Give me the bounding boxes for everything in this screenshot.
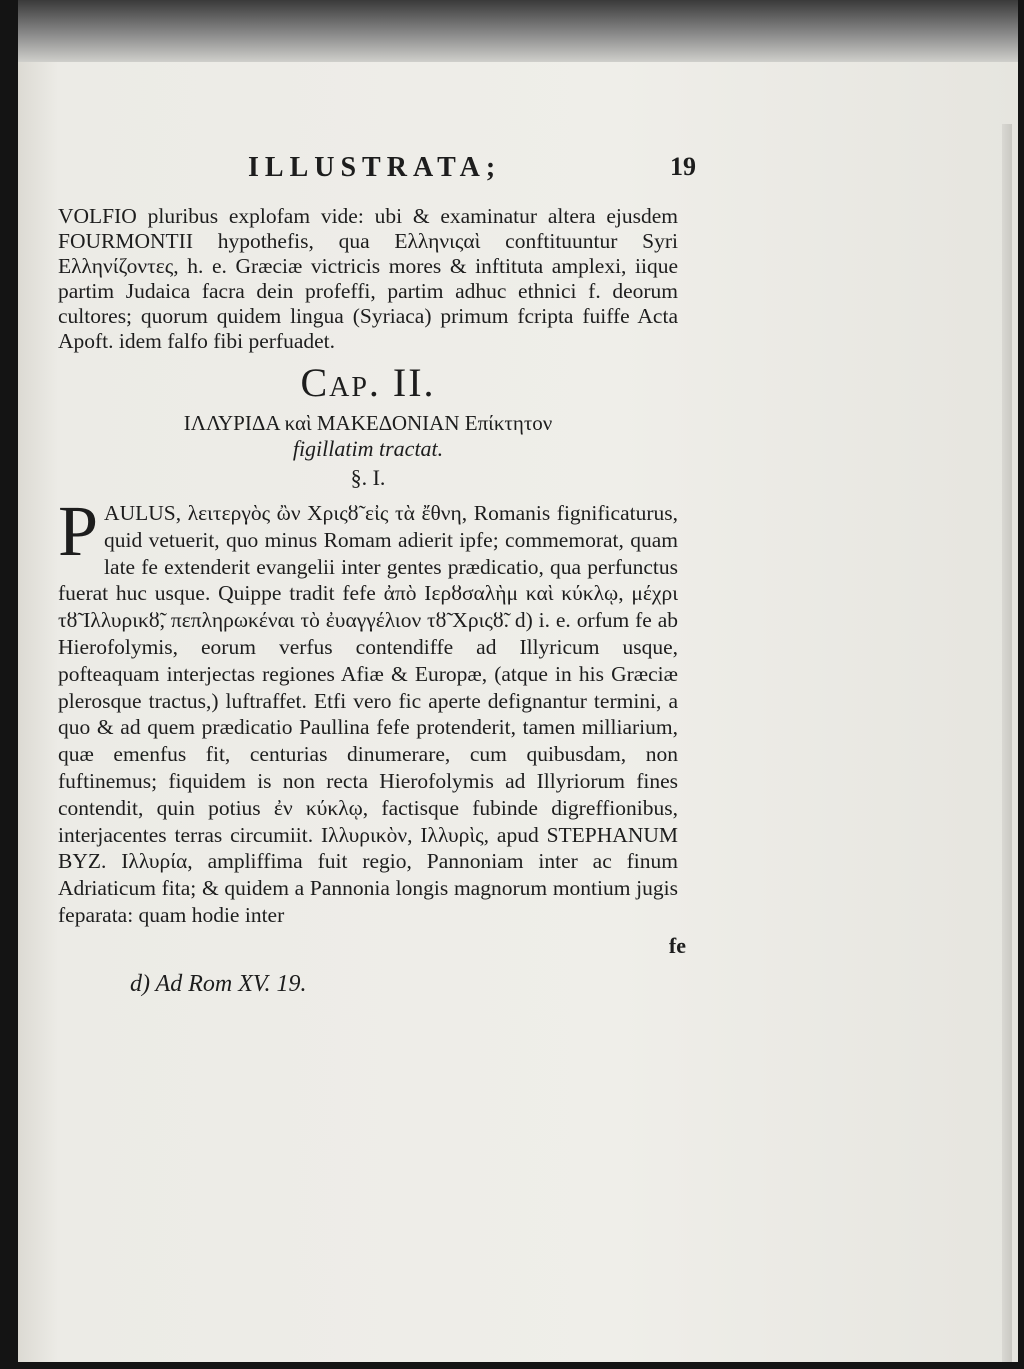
- page-top-shadow: [18, 0, 1018, 62]
- catchword: fe: [668, 932, 686, 958]
- drop-capital: P: [58, 491, 99, 571]
- page-number: 19: [670, 152, 696, 181]
- intro-paragraph: VOLFIO pluribus explofam vide: ubi & examinatur altera ejusdem FOURMONTII hypothefis, qua Ελληνιςαὶ conftituuntur Syri Ελληνίζοντες, h. e. Græciæ victricis mores & inftituta amplexi, iique partim Judaica facra dein profeffi, partim adhuc ethnici f. deorum cultores; quorum quidem lingua (Syriaca) primum fcripta fuiffe Acta Apoft. idem falfo fibi perfuadet.: [58, 204, 678, 353]
- body-text: AULUS, λειτεργὸς ὢν Χριςȣ̃ εἰς τὰ ἔθνη, Romanis fignificaturus, quid vetuerit, quo minus Romam adierit ipfe; commemorat, quam late fe extenderit evangelii inter gentes prædicatio, qua perfunctus fuerat huc usque. Quippe tradit fefe ἀπὸ Ιερȣσαλὴμ καὶ κύκλῳ, μέχρι τȣ̃ Ιλλυρικȣ̃, πεπληρωκέναι τὸ ἐυαγγέλιον τȣ̃ Χριςȣ̃. d) i. e. orfum fe ab Hierofolymis, eorum verfus contendiffe ad Illyricum usque, pofteaquam interjectas regiones Afiæ & Europæ, (atque in his Græciæ plerosque tractus,) luftraffet. Etfi vero fic aperte defignantur termini, a quo & ad quem prædicatio Paullina fefe protenderit, tamen milliarium, quæ emenfus fit, centurias dinumerare, cum quibusdam, non fuftinemus; fiquidem is non recta Hierofolymis ad Illyriorum fines contendit, quin potius ἐν κύκλῳ, factisque fubinde digreffionibus, interjacentes terras circumiit. Ιλλυρικὸν, Ιλλυρὶς, apud STEPHANUM BYZ. Ιλλυρία, ampliffima fuit regio, Pannoniam inter ac finum Adriaticum fita; & quidem a Pannonia longis magnorum montium jugis feparata: quam hodie inter: [58, 501, 678, 927]
- page-content: [58, 152, 696, 998]
- page-edge: [1002, 124, 1012, 1362]
- footnote: d) Ad Rom XV. 19.: [130, 970, 307, 997]
- chapter-subtitle: ΙΛΛΥΡΙΔΑ καὶ ΜΑΚΕΔΟΝΙΑΝ Επίκτητον: [183, 411, 553, 435]
- section-number: §. I.: [350, 465, 386, 490]
- chapter-subtitle-italic: figillatim tractat.: [292, 436, 444, 461]
- body-paragraph: [58, 491, 678, 929]
- running-title: ILLUSTRATA;: [248, 152, 502, 183]
- book-page: [18, 62, 1018, 1362]
- chapter-heading: Cap. II.: [300, 360, 436, 405]
- running-head: [58, 152, 696, 192]
